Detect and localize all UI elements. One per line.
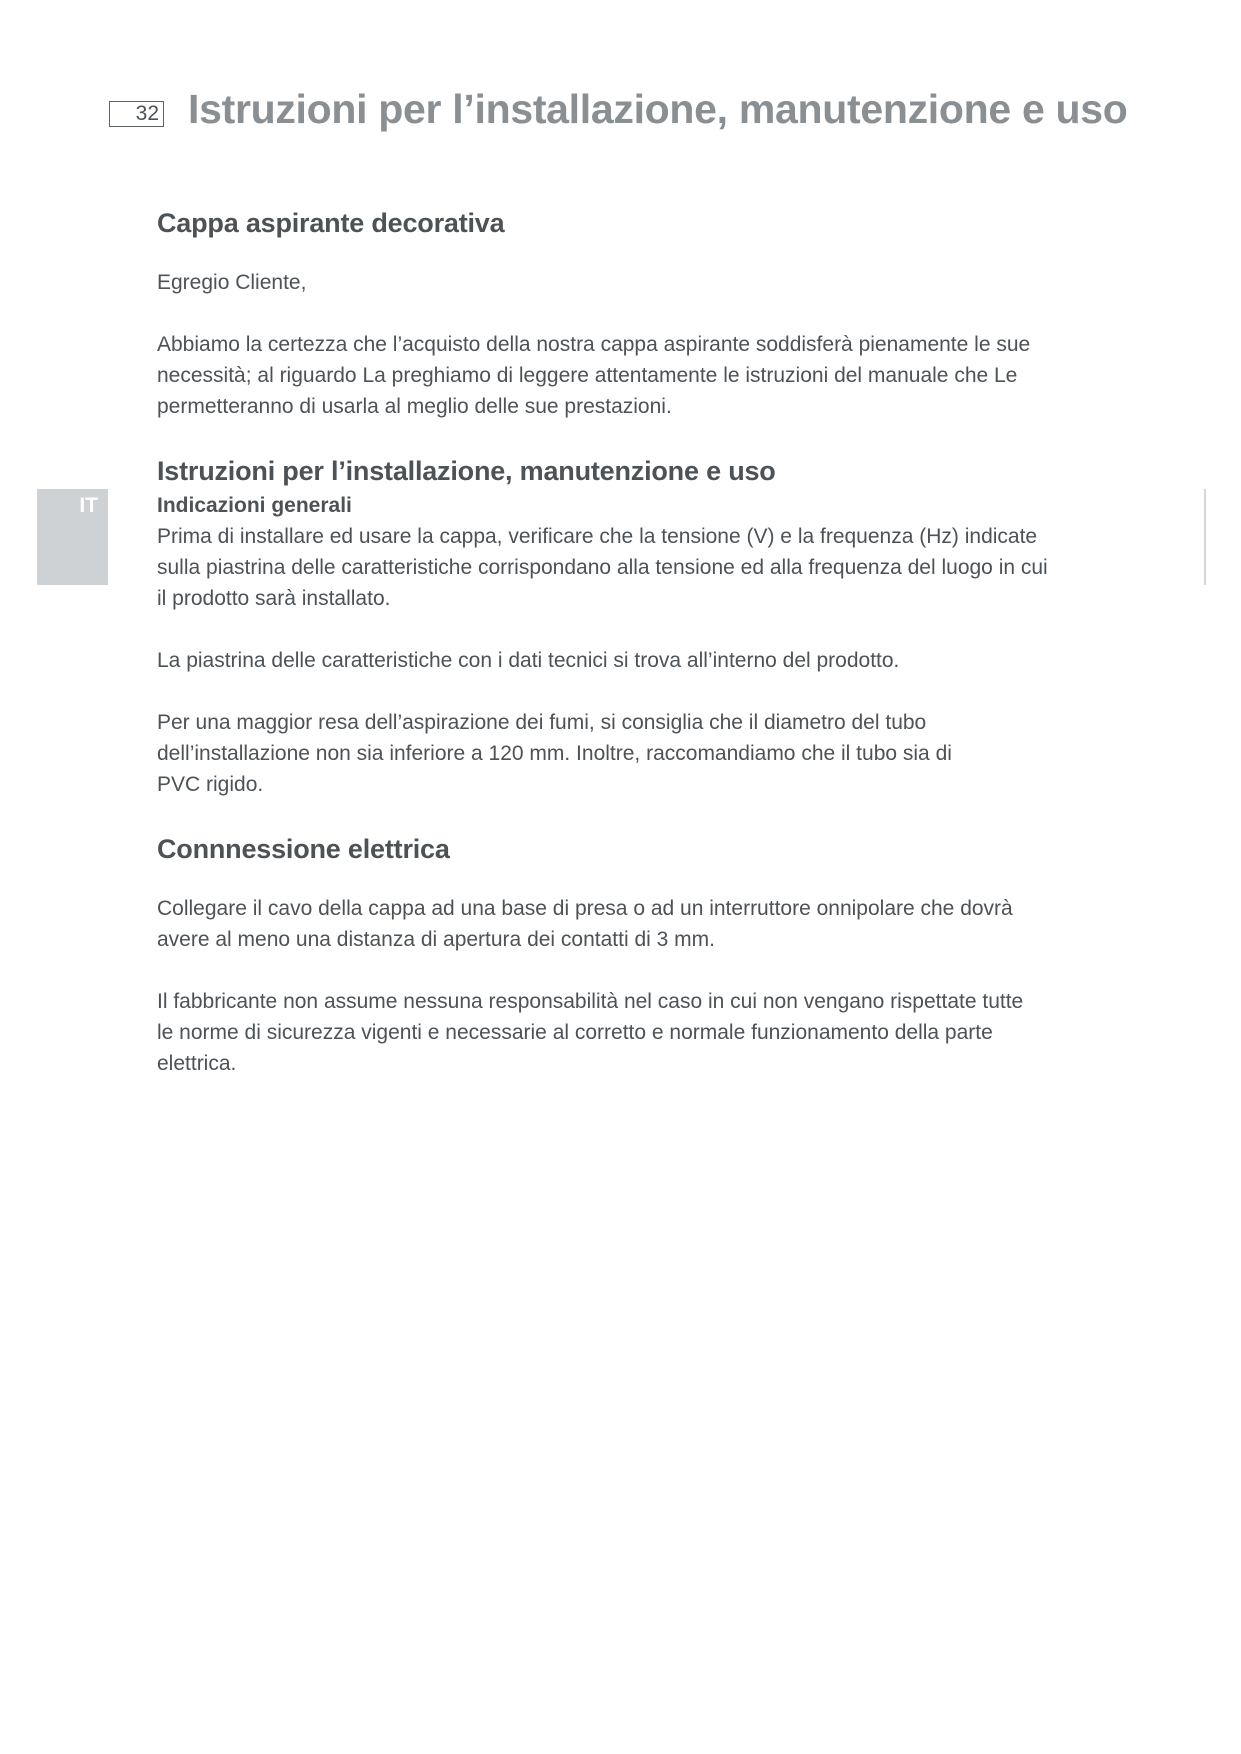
- language-tab-label: IT: [79, 494, 98, 517]
- page-header-title: Istruzioni per l’installazione, manutenzione e uso: [188, 86, 1128, 132]
- page-number: 32: [109, 101, 164, 127]
- section-heading-instructions: Istruzioni per l’installazione, manutenzione e uso: [157, 456, 776, 486]
- instructions-section: [157, 453, 1157, 800]
- document-body: [157, 205, 1157, 1079]
- intro-section: [157, 205, 1157, 422]
- subheading-general: Indicazioni generali: [157, 494, 352, 517]
- intro-paragraph: Abbiamo la certezza che l’acquisto della nostra cappa aspirante soddisferà pienamente le sue necessità; al riguardo La preghiamo di leggere attentamente le istruzioni del manuale che Le permetteranno di usarla al meglio delle sue prestazioni.: [157, 333, 1031, 418]
- instructions-paragraph-voltage: Prima di installare ed usare la cappa, verificare che la tensione (V) e la frequenza (Hz) indicate sulla piastrina delle caratteristiche corrispondano alla tensione ed alla frequenza del luogo in cui il prodotto sarà installato.: [157, 525, 1048, 610]
- electrical-paragraph-liability: Il fabbricante non assume nessuna responsabilità nel caso in cui non vengano rispettate tutte le norme di sicurezza vigenti e necessarie al corretto e normale funzionamento della parte elettrica.: [157, 990, 1024, 1075]
- margin-rule: [1204, 489, 1206, 585]
- section-heading-electrical: Connnessione elettrica: [157, 834, 450, 864]
- instructions-paragraph-plate: La piastrina delle caratteristiche con i dati tecnici si trova all’interno del prodotto.: [157, 649, 900, 672]
- section-heading-intro: Cappa aspirante decorativa: [157, 208, 505, 238]
- instructions-paragraph-duct: Per una maggior resa dell’aspirazione dei fumi, si consiglia che il diametro del tubo dell’installazione non sia inferiore a 120 mm. Inoltre, raccomandiamo che il tubo sia di PVC rigido.: [157, 711, 952, 796]
- electrical-section: [157, 831, 1157, 1079]
- greeting: Egregio Cliente,: [157, 271, 307, 294]
- electrical-paragraph-connection: Collegare il cavo della cappa ad una base di presa o ad un interruttore onnipolare che dovrà avere al meno una distanza di apertura dei contatti di 3 mm.: [157, 897, 1013, 951]
- language-tab: [37, 489, 108, 585]
